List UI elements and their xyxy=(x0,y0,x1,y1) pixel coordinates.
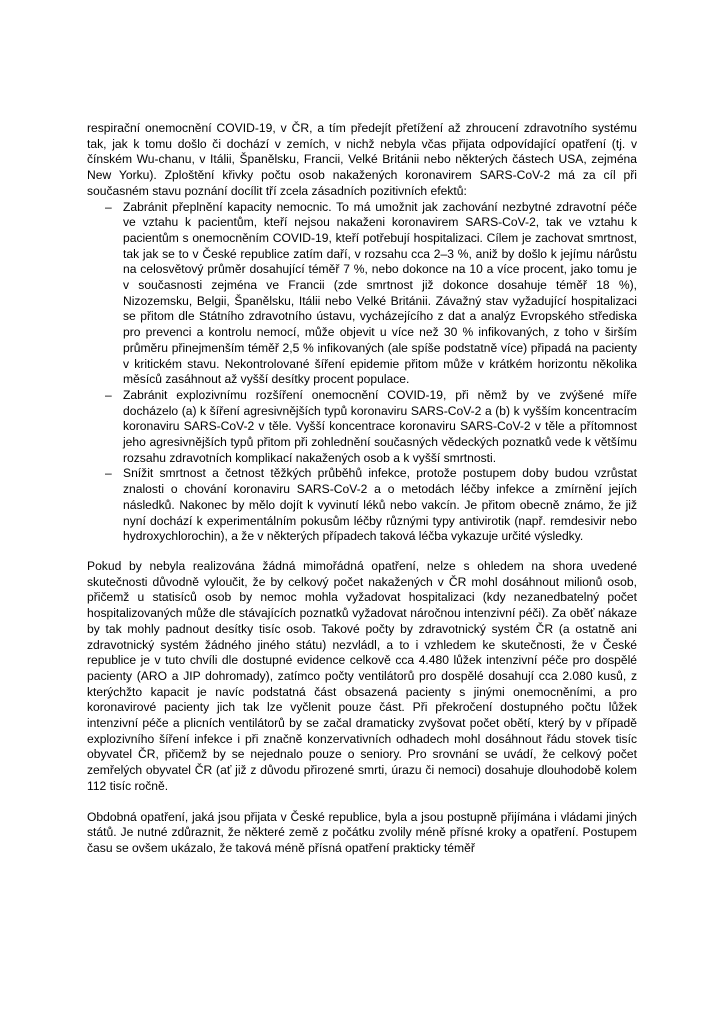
dash-bullet-icon: – xyxy=(105,199,112,214)
dash-bullet-icon: – xyxy=(105,466,112,481)
paragraph-no-measures: Pokud by nebyla realizována žádná mimořádná opatření, nelze s ohledem na shora uvedené skutečnosti důvodně vyloučit, že by celkový počet nakažených v ČR mohl dosáhnout milionů osob, přičemž u statisíců osob by nemoc mohla vyžadovat hospitalizaci (kdy nezanedbatelný počet hospitalizovaných může dle stávajících poznatků vyžadovat náročnou intenzivní péči). Za oběť nákaze by tak mohly padnout desítky tisíc osob. Takové počty by zdravotnický systém ČR (a ostatně ani zdravotnický systém žádného jiného státu) nezvládl, a to i vzhledem ke skutečnosti, že v České republice je v tuto chvíli dle dostupné evidence celkově cca 4.480 lůžek intenzivní péče pro dospělé pacienty (ARO a JIP dohromady), zatímco počty ventilátorů pro dospělé dosahují cca 2.080 kusů, z kterýchžto kapacit je navíc podstatná část obsazená pacienty s jinými onemocněními, a pro koronavirové pacienty jich tak lze vyčlenit pouze část. Při překročení dostupného počtu lůžek intenzivní péče a plicních ventilátorů by se začal dramaticky zvyšovat počet obětí, který by v případě explozivního šíření infekce i při značně konzervativních odhadech mohl dosáhnout řádu stovek tisíc obyvatel ČR, přičemž by se nejednalo pouze o seniory. Pro srovnání se uvádí, že celkový počet zemřelých obyvatel ČR (ať již z důvodu přirozené smrti, úrazu či nemoci) dosahuje dlouhodobě kolem 112 tisíc ročně. xyxy=(87,558,637,793)
list-item-explosive-spread xyxy=(87,388,637,467)
list-item-reduce-mortality xyxy=(87,466,637,545)
list-item-text: Snížit smrtnost a četnost těžkých průběhů infekce, protože postupem doby budou vzrůstat znalosti o chování koronaviru SARS-CoV-2 a o metodách léčby infekce a zmírnění jejích následků. Nakonec by mělo dojít k vyvinutí léků nebo vakcín. Je přitom obecně známo, že již nyní dochází k experimentálním pokusům léčby různými typy antivirotik (např. remdesivir nebo hydroxychlorochin), a že v některých případech taková léčba vykazuje určité výsledky. xyxy=(123,466,637,544)
paragraph-spacer xyxy=(87,795,637,810)
list-item-hospital-capacity xyxy=(87,200,637,388)
list-item-text: Zabránit explozivnímu rozšíření onemocnění COVID-19, při němž by ve zvýšené míře docházelo (a) k šíření agresivnějších typů koronaviru SARS-CoV-2 a (b) k vyšším koncentracím koronaviru SARS-CoV-2 v těle. Vyšší koncentrace koronaviru SARS-CoV-2 v těle a přítomnost jeho agresivnějších typů přitom při zohlednění současných vědeckých poznatků vede k většímu rozsahu zdravotních komplikací nakažených osob a k vyšší smrtnosti. xyxy=(123,387,637,465)
list-item-text: Zabránit přeplnění kapacity nemocnic. To má umožnit jak zachování nezbytné zdravotní péče ve vztahu k pacientům, kteří nejsou nakaženi koronavirem SARS-CoV-2, tak ve vztahu k pacientům s onemocněním COVID-19, kteří potřebují hospitalizaci. Cílem je zachovat smrtnost, tak jak se to v České republice zatím daří, v rozsahu cca 2–3 %, aniž by došlo k jejímu nárůstu na celosvětový průměr dosahující téměř 7 %, nebo dokonce na 10 a více procent, jako tomu je v současnosti zejména ve Francii (zde smrtnost již dokonce dosahuje téměř 18 %), Nizozemsku, Belgii, Španělsku, Itálii nebo Velké Británii. Závažný stav vyžadující hospitalizaci se přitom dle Státního zdravotního ústavu, vycházejícího z dat a analýz Evropského střediska pro prevenci a kontrolu nemocí, může objevit u více než 30 % infikovaných, z toho v širším průměru přinejmenším téměř 2,5 % infikovaných (ale spíše podstatně více) připadá na pacienty v kritickém stavu. Nekontrolované šíření epidemie přitom může v krátkém horizontu několika měsíců zasáhnout až vyšší desítky procent populace. xyxy=(123,199,637,387)
effects-list xyxy=(87,200,637,545)
dash-bullet-icon: – xyxy=(105,387,112,402)
intro-paragraph: respirační onemocnění COVID-19, v ČR, a tím předejít přetížení až zhroucení zdravotního systému tak, jak k tomu došlo či dochází v zemích, v nichž nebyla včas přijata odpovídající opatření (tj. v čínském Wu-chanu, v Itálii, Španělsku, Francii, Velké Británii nebo některých částech USA, zejména New Yorku). Zploštění křivky počtu osob nakažených koronavirem SARS-CoV-2 má za cíl při současném stavu poznání docílit tří zcela zásadních pozitivních efektů: xyxy=(87,121,637,198)
paragraph-other-states: Obdobná opatření, jaká jsou přijata v České republice, byla a jsou postupně přijímána i vládami jiných států. Je nutné zdůraznit, že některé země z počátku zvolily méně přísné kroky a opatření. Postupem času se ovšem ukázalo, že taková méně přísná opatření prakticky téměř xyxy=(87,809,637,855)
